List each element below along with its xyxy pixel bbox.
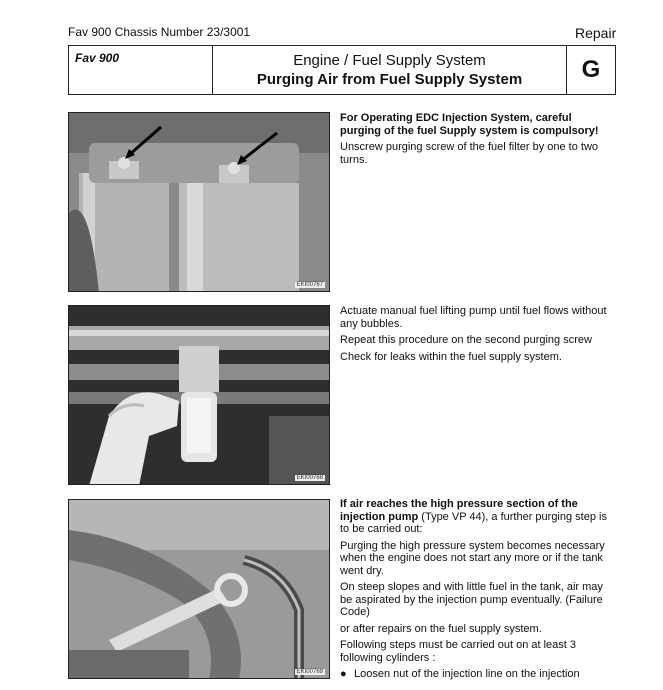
subsystem-title: Engine / Fuel Supply System <box>293 51 486 69</box>
intro-bold: If air reaches the high pressure section of the injection pump <box>340 498 578 523</box>
title-center <box>213 46 567 94</box>
paragraph: On steep slopes and with little fuel in the tank, air may be aspirated by the injection pump eventually. (Failure Code) <box>340 581 603 618</box>
step-text: Actuate manual fuel lifting pump until fuel flows without any bubbles. <box>340 305 607 330</box>
text-block-3 <box>340 498 612 681</box>
bullet-item <box>340 668 612 681</box>
figure-injection-line <box>68 499 330 679</box>
figure-code: EKI00768 <box>296 475 323 481</box>
intro-paragraph <box>340 498 612 536</box>
paragraph: Following steps must be carried out on at least 3 following cylinders : <box>340 639 577 664</box>
bullet-dot: ● <box>340 668 347 680</box>
title-box <box>68 45 616 95</box>
figure-code: EKI00767 <box>296 282 323 288</box>
step-text: Unscrew purging screw of the fuel filter by one to two turns. <box>340 141 599 166</box>
section-type: Repair <box>575 25 617 41</box>
paragraph: or after repairs on the fuel supply system. <box>340 622 542 635</box>
step-text: Check for leaks within the fuel supply system. <box>340 350 562 363</box>
paragraph: Purging the high pressure system becomes necessary when the engine does not start any more or if the tank went dry. <box>340 539 605 577</box>
section-letter: G <box>581 56 601 83</box>
page-title: Purging Air from Fuel Supply System <box>256 70 523 88</box>
text-block-1 <box>340 112 612 170</box>
bullet-text: Loosen nut of the injection line on the injection <box>354 668 580 680</box>
step-text: Repeat this procedure on the second purging screw <box>340 334 592 346</box>
warning-text: For Operating EDC Injection System, careful purging of the fuel Supply system is compulsory! <box>340 112 599 137</box>
figure-manual-pump <box>68 305 330 485</box>
figure-code: EKI00769 <box>296 669 323 675</box>
document-reference: Fav 900 Chassis Number 23/3001 <box>68 25 251 39</box>
text-block-2 <box>340 305 612 367</box>
figure-fuel-filters <box>68 112 330 292</box>
model-label: Fav 900 <box>69 46 213 94</box>
intro-rest: (Type VP 44), a further purging step is to be carried out: <box>340 510 607 535</box>
